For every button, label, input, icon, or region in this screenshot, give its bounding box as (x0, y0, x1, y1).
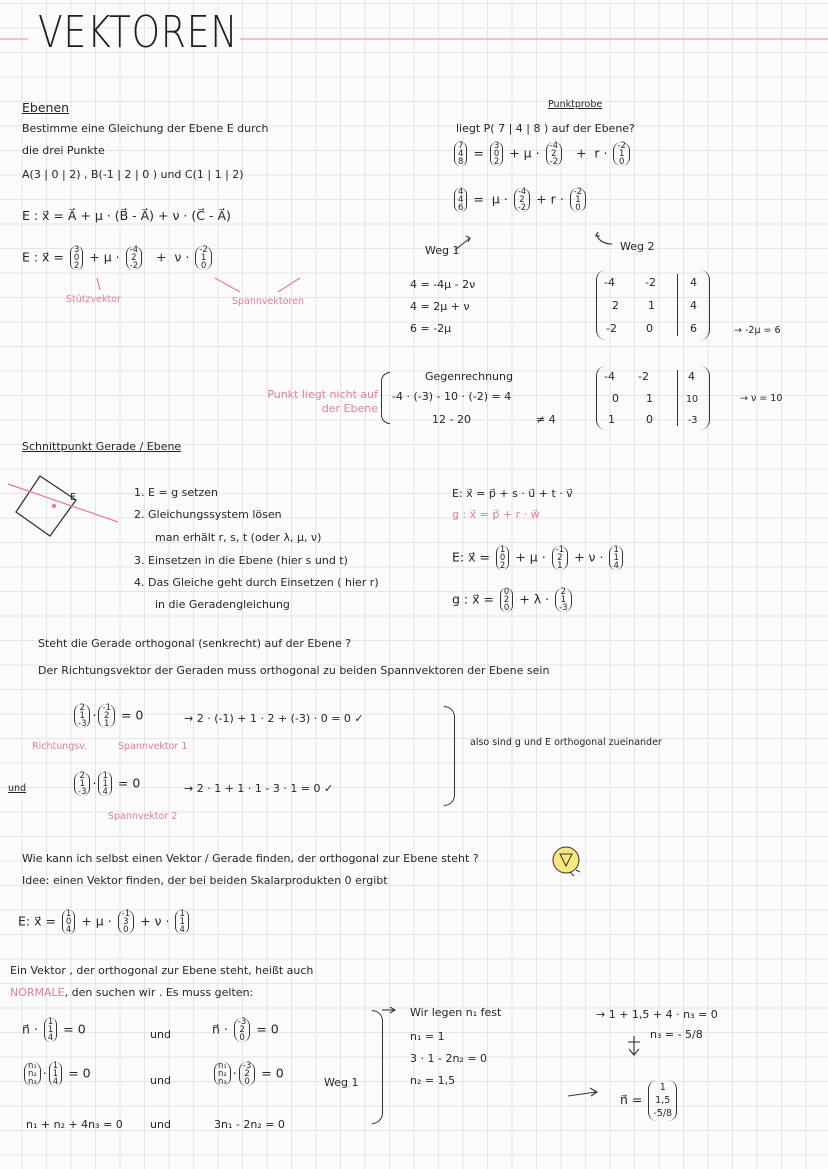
spannvektor-1-vec: -1 2 1 (98, 704, 114, 728)
ebenen-heading: Ebenen (22, 100, 70, 115)
normale-E-s1: -1 3 0 (118, 910, 134, 934)
gegenrechnung-result: 12 - 20 (432, 413, 471, 426)
normale-row1-right-vec: -3 2 0 (234, 1018, 250, 1042)
n-vector-components-1: n₁ n₂ n₃ (24, 1062, 41, 1086)
form-g-general: g : x⃗ = p⃗ + r · w⃗ (452, 508, 540, 521)
stuetzvektor: 3 0 2 (70, 246, 83, 270)
result-n3: n₃ = - 5/8 (650, 1028, 703, 1041)
m2-r2c3: 10 (686, 394, 699, 405)
label-richtungsvektor: Richtungsv. (32, 741, 88, 752)
m2-r3c3: -3 (688, 415, 698, 426)
normale-keyword: NORMALE (10, 986, 65, 999)
diagram-E-label: E (70, 492, 77, 503)
ebenen-formula-general: E : x⃗ = A⃗ + μ · (B⃗ - A⃗) + ν · (C⃗ - A⃗) (22, 208, 231, 223)
result-eq: → 1 + 1,5 + 4 · n₃ = 0 (596, 1008, 718, 1021)
normale-row3-left: n₁ + n₂ + 4n₃ = 0 (26, 1118, 123, 1131)
punktprobe-eq2: 4 4 6 = μ · -4 2 -2 + r · -2 1 0 (452, 188, 588, 212)
step-2b: man erhält r, s, t (oder λ, μ, ν) (155, 531, 322, 544)
m2-r1c1: -4 (604, 370, 615, 383)
punktprobe-eq1: 7 4 8 = 3 0 2 + μ · -4 2 -2 + r · -2 1 0 (452, 142, 632, 166)
orthogonal-question: Steht die Gerade orthogonal (senkrecht) auf der Ebene ? (38, 637, 352, 650)
m2-r1c2: -2 (638, 370, 649, 383)
ebenen-task-line3: A(3 | 0 | 2) , B(-1 | 2 | 0 ) und C(1 | 1 | 2) (22, 168, 244, 181)
weg2-label: Weg 2 (620, 240, 655, 253)
normale-E-lhs: E: x⃗ = (18, 913, 56, 929)
spannvektor-1: -4 2 -2 (126, 246, 142, 270)
row2-right-eq0: = 0 (261, 1065, 284, 1081)
m2-r2c2: 1 (646, 392, 653, 405)
row2-left-eq0: = 0 (68, 1065, 91, 1081)
vector-pos: 3 0 2 (490, 142, 503, 166)
set-eq: 3 · 1 - 2n₂ = 0 (410, 1052, 488, 1065)
form-E-example: E: x⃗ = 1 0 2 + μ · -1 2 1 + ν · 1 1 4 (452, 546, 625, 570)
normale-row2-left: n₁ n₂ n₃ · 1 1 4 = 0 (22, 1062, 91, 1086)
vector-shifted: 4 4 6 (454, 188, 467, 212)
orth-row2: 2 1 -3 · 1 1 4 = 0 (72, 772, 140, 796)
label-spannvektor-2: Spannvektor 2 (108, 811, 178, 822)
m2-r2c1: 0 (612, 392, 619, 405)
m1-r3c1: -2 (606, 322, 617, 335)
m1-r2c1: 2 (612, 299, 619, 312)
m1-r1c1: -4 (604, 276, 615, 289)
m2-r3c1: 1 (608, 413, 615, 426)
m1-r2c2: 1 (648, 299, 655, 312)
step-2: 2. Gleichungssystem lösen (134, 508, 282, 521)
g-lhs: g : x⃗ = (452, 591, 494, 607)
page-title: VEKTOREN (38, 7, 239, 58)
weg1-label: Weg 1 (425, 244, 460, 257)
form-E-general: E: x⃗ = p⃗ + s · u⃗ + t · v⃗ (452, 487, 573, 500)
step-4: 4. Das Gleiche geht durch Einsetzen ( hier r) (134, 576, 379, 589)
row2-right-vec: -3 2 0 (239, 1062, 255, 1086)
vector-s1b: -4 2 -2 (514, 188, 530, 212)
m2-r1c3: 4 (688, 370, 695, 383)
ebenen-task-line2: die drei Punkte (22, 144, 105, 157)
normale-row3-right: 3n₁ - 2n₂ = 0 (214, 1118, 285, 1131)
spannvektor-2: -2 1 0 (195, 246, 211, 270)
vector-s2b: -2 1 0 (570, 188, 586, 212)
row1-left-eq0: = 0 (63, 1021, 86, 1037)
ebenen-task-line1: Bestimme eine Gleichung der Ebene E durch (22, 122, 269, 135)
vector-P: 7 4 8 (454, 142, 467, 166)
punkt-nicht-auf-ebene: Punkt liegt nicht auf der Ebene (267, 388, 378, 415)
m1-result: → -2μ = 6 (734, 325, 781, 336)
form-g-example: g : x⃗ = 0 2 0 + λ · 2 1 -3 (452, 588, 574, 612)
normale-row1-left-vec: 1 1 4 (44, 1018, 57, 1042)
richtungsvektor: 2 1 -3 (74, 704, 90, 728)
m1-r1c3: 4 (690, 276, 697, 289)
n-dot-1: n⃗ · (22, 1021, 38, 1037)
set-n2: n₂ = 1,5 (410, 1074, 456, 1087)
normale-idea: Idee: einen Vektor finden, der bei beiden Skalarprodukten 0 ergibt (22, 874, 388, 887)
gegenrechnung-neq: ≠ 4 (536, 413, 556, 426)
n-dot-2: n⃗ · (212, 1021, 228, 1037)
m1-r2c3: 4 (690, 299, 697, 312)
orthogonal-statement: Der Richtungsvektor der Geraden muss orthogonal zu beiden Spannvektoren der Ebene sein (38, 664, 550, 677)
normale-row2-right: n₁ n₂ n₃ · -3 2 0 = 0 (212, 1062, 284, 1086)
weg1-eq3: 6 = -2μ (410, 322, 452, 335)
m1-r3c2: 0 (646, 322, 653, 335)
m2-result: → ν = 10 (740, 393, 783, 404)
gegenrechnung-eq: -4 · (-3) - 10 · (-2) = 4 (392, 390, 512, 403)
normale-question: Wie kann ich selbst einen Vektor / Gerade finden, der orthogonal zur Ebene steht ? (22, 852, 479, 865)
weg1-eq2: 4 = 2μ + ν (410, 300, 470, 313)
formula-lhs: E : x⃗ = (22, 249, 64, 265)
normal-vector: 1 1,5 -5/8 (648, 1080, 677, 1121)
normale-E-pos: 1 0 4 (62, 910, 75, 934)
normale-und-2: und (150, 1074, 171, 1087)
row1-right-eq0: = 0 (256, 1021, 279, 1037)
step-4b: in die Geradengleichung (155, 598, 290, 611)
normale-und-1: und (150, 1028, 171, 1041)
g-dir: 2 1 -3 (555, 588, 571, 612)
n-vec-lhs: n⃗ = (620, 1092, 643, 1107)
orth-eq0-1: = 0 (120, 707, 144, 723)
E-s2: 1 1 4 (609, 546, 622, 570)
label-spannvektoren: Spannvektoren (232, 296, 304, 307)
label-spannvektor-1: Spannvektor 1 (118, 741, 188, 752)
normale-def1: Ein Vektor , der orthogonal zur Ebene steht, heißt auch (10, 964, 314, 977)
normale-E: E: x⃗ = 1 0 4 + μ · -1 3 0 + ν · 1 1 4 (18, 910, 191, 934)
set-label: Wir legen n₁ fest (410, 1006, 502, 1019)
set-n1: n₁ = 1 (410, 1030, 445, 1043)
orth-row1: 2 1 -3 · -1 2 1 = 0 (72, 704, 143, 728)
n-vector-components-2: n₁ n₂ n₃ (214, 1062, 231, 1086)
vector-s2: -2 1 0 (613, 142, 629, 166)
row2-left-vec: 1 1 4 (49, 1062, 62, 1086)
normale-E-s2: 1 1 4 (175, 910, 188, 934)
gegenrechnung-label: Gegenrechnung (425, 370, 513, 383)
normale-und-3: und (150, 1118, 171, 1131)
richtungsvektor-2: 2 1 -3 (74, 772, 90, 796)
weg1-normale: Weg 1 (324, 1076, 359, 1089)
label-stuetzvektor: Stützvektor (66, 294, 121, 305)
E-lhs: E: x⃗ = (452, 549, 490, 565)
vector-s1: -4 2 -2 (546, 142, 562, 166)
orth-eq0-2: = 0 (117, 775, 141, 791)
step-1: 1. E = g setzen (134, 486, 218, 499)
orth-calc2: → 2 · 1 + 1 · 1 - 3 · 1 = 0 ✓ (184, 782, 334, 795)
orth-und: und (8, 783, 27, 794)
spannvektor-2-vec: 1 1 4 (98, 772, 111, 796)
E-s1: -1 2 1 (552, 546, 568, 570)
m1-r3c3: 6 (690, 322, 697, 335)
punktprobe-heading: Punktprobe (548, 99, 603, 110)
step-3: 3. Einsetzen in die Ebene (hier s und t) (134, 554, 348, 567)
m2-r3c2: 0 (646, 413, 653, 426)
punktprobe-question: liegt P( 7 | 4 | 8 ) auf der Ebene? (456, 122, 635, 135)
result-n-vector (620, 1080, 679, 1121)
g-pos: 0 2 0 (500, 588, 513, 612)
ebenen-formula-E: E : x⃗ = 3 0 2 + μ · -4 2 -2 + ν · -2 1 0 (22, 246, 214, 270)
orth-calc1: → 2 · (-1) + 1 · 2 + (-3) · 0 = 0 ✓ (184, 712, 364, 725)
m1-r1c2: -2 (645, 276, 656, 289)
schnittpunkt-heading: Schnittpunkt Gerade / Ebene (22, 440, 182, 453)
E-pos: 1 0 2 (496, 546, 509, 570)
normale-def2-rest: , den suchen wir . Es muss gelten: (64, 986, 254, 999)
weg1-eq1: 4 = -4μ - 2ν (410, 278, 476, 291)
orth-conclusion: also sind g und E orthogonal zueinander (470, 737, 662, 748)
